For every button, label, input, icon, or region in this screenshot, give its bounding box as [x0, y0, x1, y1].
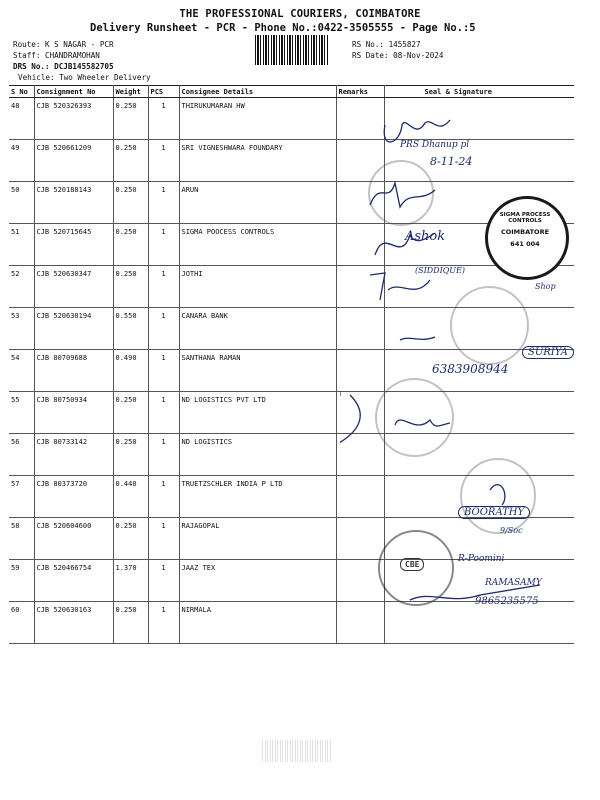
col-header-signature: Seal & Signature: [384, 86, 574, 98]
row-sno: 57: [9, 476, 34, 518]
signature-row-55: [340, 385, 360, 450]
signature-row-57: [490, 485, 505, 505]
vehicle-label: Vehicle: Two Wheeler Delivery: [18, 73, 151, 82]
row-weight: 0.440: [113, 476, 148, 518]
row-pcs: 1: [148, 560, 179, 602]
row-sno: 52: [9, 266, 34, 308]
row-pcs: 1: [148, 476, 179, 518]
handwritten-note: Shop: [535, 282, 556, 291]
row-sno: 59: [9, 560, 34, 602]
handwritten-note: PRS Dhanup pl: [400, 140, 470, 150]
row-sno: 49: [9, 140, 34, 182]
row-pcs: 1: [148, 224, 179, 266]
row-weight: 0.250: [113, 434, 148, 476]
row-consignee: ND LOGISTICS PVT LTD: [179, 392, 336, 434]
row-weight: 0.250: [113, 182, 148, 224]
col-header-consignment: Consignment No: [34, 86, 113, 98]
row-consignment-no: CJB 520466754: [34, 560, 113, 602]
row-consignment-no: CJB 520630194: [34, 308, 113, 350]
col-header-sno: S No: [9, 86, 34, 98]
row-pcs: 1: [148, 98, 179, 140]
sigma-stamp-city: COIMBATORE: [500, 228, 550, 236]
row-pcs: 1: [148, 182, 179, 224]
row-consignment-no: CJB 520630347: [34, 266, 113, 308]
row-consignee: SANTHANA RAMAN: [179, 350, 336, 392]
staff-label: Staff: CHANDRAMOHAN: [13, 51, 100, 60]
route-label: Route: K S NAGAR - PCR: [13, 40, 114, 49]
col-header-remarks: Remarks: [336, 86, 384, 98]
drs-number: DRS No.: DCJB145582705: [13, 62, 114, 71]
row-pcs: 1: [148, 266, 179, 308]
row-consignee: JAAZ TEX: [179, 560, 336, 602]
row-consignee: ARUN: [179, 182, 336, 224]
row-weight: 0.550: [113, 308, 148, 350]
row-consignment-no: CJB 520188143: [34, 182, 113, 224]
row-weight: 0.250: [113, 224, 148, 266]
page-title: THE PROFESSIONAL COURIERS, COIMBATORE: [179, 8, 421, 20]
row-weight: 0.250: [113, 518, 148, 560]
row-sno: 54: [9, 350, 34, 392]
row-consignment-no: CJB 520715645: [34, 224, 113, 266]
row-weight: 0.250: [113, 98, 148, 140]
row-sno: 51: [9, 224, 34, 266]
rs-date: RS Date: 08-Nov-2024: [352, 51, 444, 60]
row-consignee: THIRUKUMARAN HW: [179, 98, 336, 140]
row-sno: 56: [9, 434, 34, 476]
row-weight: 0.250: [113, 140, 148, 182]
faint-barcode: [262, 740, 332, 762]
row-sno: 55: [9, 392, 34, 434]
sigma-stamp-pin: 641 004: [510, 240, 540, 248]
row-consignment-no: CJB 80733142: [34, 434, 113, 476]
row-pcs: 1: [148, 140, 179, 182]
runsheet-subtitle: Delivery Runsheet - PCR - Phone No.:0422-3505555 - Page No.:5: [90, 22, 476, 34]
row-consignment-no: CJB 80373720: [34, 476, 113, 518]
row-sno: 53: [9, 308, 34, 350]
row-consignee: SIGMA POOCESS CONTROLS: [179, 224, 336, 266]
row-pcs: 1: [148, 308, 179, 350]
rs-number: RS No.: 1455827: [352, 40, 421, 49]
handwritten-phone: 9865235575: [475, 596, 539, 607]
signature-row-48: [384, 120, 450, 142]
handwritten-note: 9/Soc: [500, 526, 523, 535]
row-consignee: ND LOGISTICS: [179, 434, 336, 476]
row-sno: 58: [9, 518, 34, 560]
signature-row-50: [370, 183, 435, 207]
handwritten-name: SURIYA: [522, 346, 574, 359]
row-consignment-no: CJB 520661209: [34, 140, 113, 182]
handwritten-phone: 6383908944: [432, 362, 509, 376]
row-pcs: 1: [148, 518, 179, 560]
handwritten-name: RAMASAMY: [485, 578, 542, 588]
row-consignee: RAJAGOPAL: [179, 518, 336, 560]
handwritten-signature: R-Poomini: [458, 554, 505, 564]
row-sno: 60: [9, 602, 34, 644]
handwritten-name: BOORATHY: [458, 506, 530, 519]
col-header-weight: Weight: [113, 86, 148, 98]
row-sno: 48: [9, 98, 34, 140]
row-consignee: JOTHI: [179, 266, 336, 308]
col-header-consignee: Consignee Details: [179, 86, 336, 98]
signature-row-53: [400, 337, 435, 340]
row-consignment-no: CJB 520630163: [34, 602, 113, 644]
signature-row-52: [370, 273, 430, 300]
row-consignee: TRUETZSCHLER INDIA P LTD: [179, 476, 336, 518]
handwritten-signature: Ashok: [405, 229, 446, 244]
cbe-stamp-label: CBE: [400, 558, 424, 571]
signature-row-56: [395, 420, 450, 426]
row-pcs: 1: [148, 434, 179, 476]
handwritten-date: 8-11-24: [430, 155, 473, 168]
signature-scribbles: [340, 95, 580, 625]
row-weight: 0.250: [113, 392, 148, 434]
row-consignment-no: CJB 80709688: [34, 350, 113, 392]
row-pcs: 1: [148, 350, 179, 392]
row-consignment-no: CJB 520604600: [34, 518, 113, 560]
row-weight: 1.370: [113, 560, 148, 602]
col-header-pcs: PCS: [148, 86, 179, 98]
row-consignment-no: CJB 80750934: [34, 392, 113, 434]
row-pcs: 1: [148, 392, 179, 434]
row-consignee: CANARA BANK: [179, 308, 336, 350]
sigma-stamp-text: SIGMA PROCESS CONTROLS: [499, 212, 551, 224]
row-sno: 50: [9, 182, 34, 224]
row-pcs: 1: [148, 602, 179, 644]
handwritten-name: (SIDDIQUE): [415, 266, 466, 275]
row-weight: 0.250: [113, 602, 148, 644]
row-weight: 0.250: [113, 266, 148, 308]
drs-barcode: [255, 35, 329, 65]
row-consignee: SRI VIGNESHWARA FOUNDARY: [179, 140, 336, 182]
row-weight: 0.490: [113, 350, 148, 392]
row-consignee: NIRMALA: [179, 602, 336, 644]
row-consignment-no: CJB 520326393: [34, 98, 113, 140]
